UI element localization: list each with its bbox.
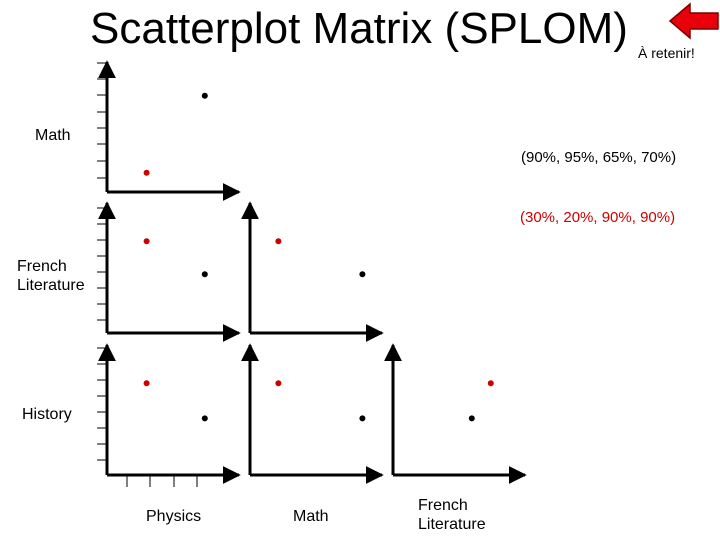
data-point (144, 380, 150, 386)
record-annotation: (90%, 95%, 65%, 70%) (521, 149, 677, 166)
column-label: Math (293, 508, 329, 525)
data-point (275, 380, 281, 386)
data-point (202, 93, 208, 99)
data-point (275, 238, 281, 244)
column-label: French Literature (418, 497, 486, 534)
data-point (469, 415, 475, 421)
data-point (144, 170, 150, 176)
data-point (488, 380, 494, 386)
data-point (202, 271, 208, 277)
row-label: French Literature (17, 258, 85, 295)
data-point (359, 415, 365, 421)
data-point (144, 238, 150, 244)
record-annotation: (30%, 20%, 90%, 90%) (520, 209, 676, 226)
data-point (202, 415, 208, 421)
data-point (359, 271, 365, 277)
page-title: Scatterplot Matrix (SPLOM) (90, 4, 628, 53)
row-label: Math (35, 127, 71, 144)
row-label: History (22, 406, 72, 423)
retain-note: À retenir! (638, 45, 695, 61)
column-label: Physics (146, 508, 202, 525)
